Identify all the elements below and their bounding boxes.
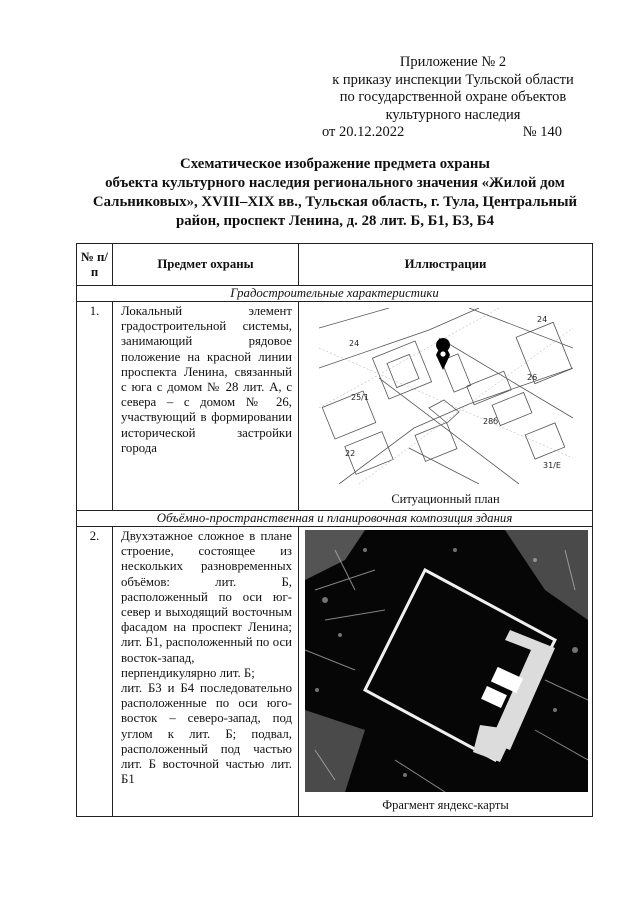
appendix-order-ref-3: культурного наследия [385, 106, 521, 123]
appendix-order-ref: к приказу инспекции Тульской области [332, 71, 574, 88]
subject-text-part-2: перпендикулярно лит. Б; [121, 665, 255, 680]
header-num: № п/п [77, 244, 113, 286]
plan-label: 24 [537, 315, 548, 324]
row-subject-text: Локальный элемент градостроительной системы, занимающий рядовое положение на красной линии проспекта Ленина, связанный с юга с домом № 28 лит. А, с севера – с домом № 26, участвующий в формировании исторической застройки города [113, 302, 299, 511]
row-number: 2. [77, 527, 113, 817]
appendix-order-ref-2: по государственной охране объектов [339, 89, 567, 105]
subject-text-part-3: лит. Б3 и Б4 последовательно расположенные по оси юго-восток – северо-запад, под углом к лит. Б; подвал, расположенный под частью лит. Б восточной частью лит. Б1 [121, 681, 292, 787]
row-subject-text [113, 527, 299, 817]
illustration-cell [299, 302, 593, 511]
plan-label: 22 [345, 449, 356, 458]
section-title-composition: Объёмно-пространственная и планировочная композиция здания [77, 511, 593, 527]
title-line-2: объекта культурного наследия регионального значения «Жилой дом [105, 175, 565, 191]
plan-label: 31/Е [543, 461, 561, 470]
table-row [77, 302, 593, 511]
subject-text-part-1: Двухэтажное сложное в плане строение, состоящее из нескольких разновременных объёмов: лит. Б, расположенный по оси юг-север и выходящий восточным фасадом на проспект Ленина; лит. Б1, расположенный по оси восток-запад, [121, 529, 292, 665]
order-date-number [318, 124, 588, 142]
section-row [77, 511, 593, 527]
plan-label: 25/1 [351, 393, 369, 402]
title-line-4: район, проспект Ленина, д. 28 лит. Б, Б1, Б3, Б4 [176, 213, 494, 229]
table-header-row [77, 244, 593, 286]
situation-plan-map [319, 308, 573, 484]
section-title-urban: Градостроительные характеристики [77, 286, 593, 302]
row-number: 1. [77, 302, 113, 511]
illustration-caption: Ситуационный план [391, 492, 500, 506]
plan-label: 24 [349, 339, 360, 348]
document-title [70, 155, 600, 231]
title-line-1: Схематическое изображение предмета охраны [180, 156, 490, 172]
aerial-map-image [305, 530, 588, 792]
header-illustrations: Иллюстрации [299, 244, 593, 286]
aerial-photo-drawing [305, 530, 588, 792]
illustration-caption: Фрагмент яндекс-карты [382, 798, 509, 812]
protection-table [76, 243, 593, 817]
situation-plan-drawing [319, 308, 573, 484]
appendix-title: Приложение № 2 [399, 54, 507, 70]
plan-label: 28б [483, 417, 499, 426]
illustration-cell [299, 527, 593, 817]
order-number: № 140 [522, 124, 562, 140]
header-subject: Предмет охраны [113, 244, 299, 286]
section-row [77, 286, 593, 302]
table-row [77, 527, 593, 817]
plan-label: 26 [527, 373, 538, 382]
appendix-header [318, 54, 588, 142]
order-date: от 20.12.2022 [322, 124, 405, 140]
title-line-3: Сальниковых», XVIII–XIX вв., Тульская область, г. Тула, Центральный [92, 194, 578, 210]
